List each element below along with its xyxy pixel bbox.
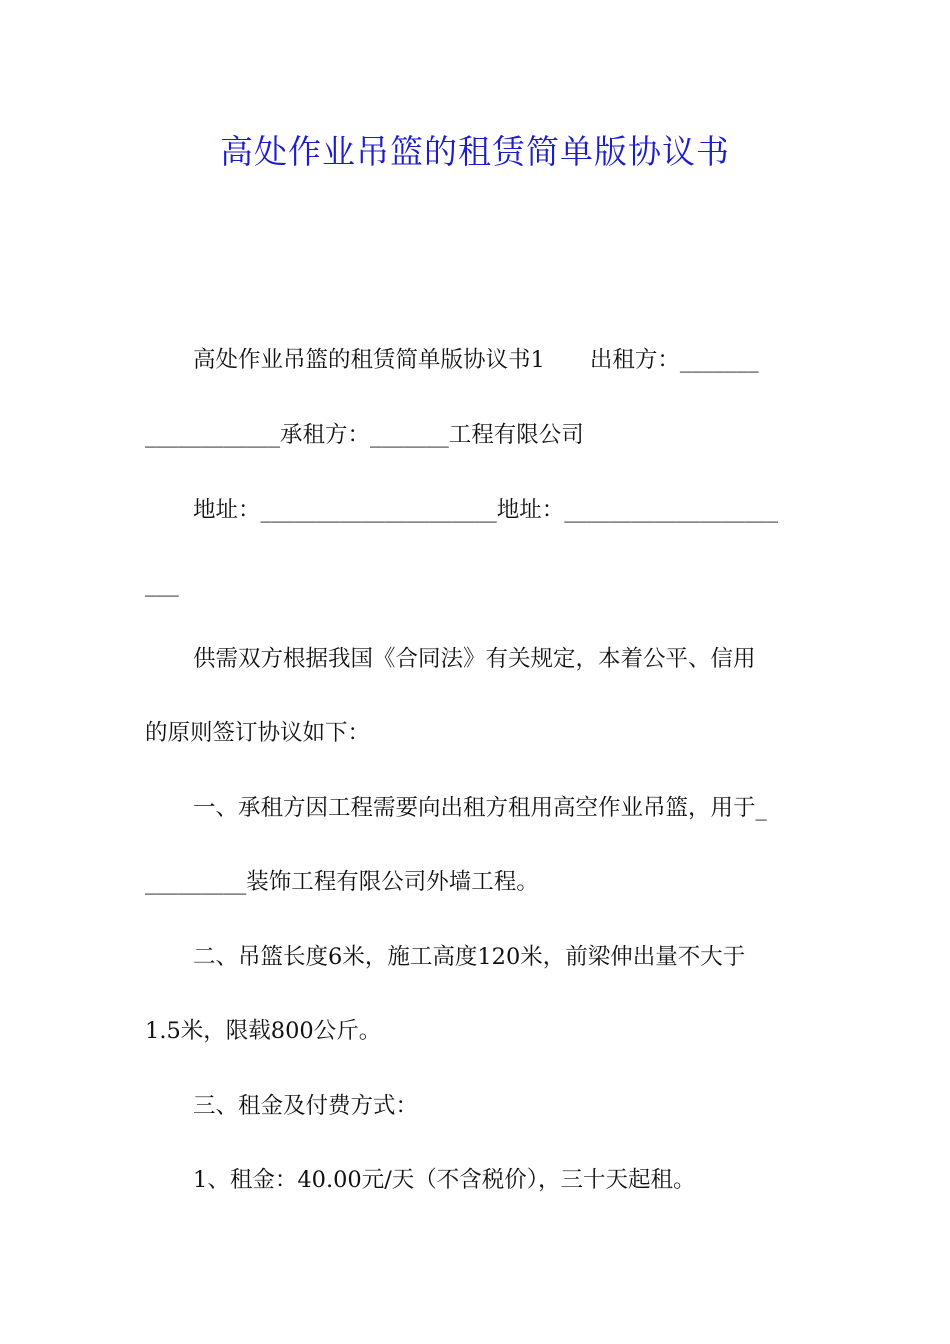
paragraph-line: _________装饰工程有限公司外墙工程。 [145, 869, 539, 895]
paragraph-line: 三、租金及付费方式： [193, 1093, 419, 1119]
paragraph-line: 1.5米，限载800公斤。 [145, 1018, 382, 1044]
document-title: 高处作业吊篮的租赁简单版协议书 [220, 132, 730, 171]
paragraph-line: 二、吊篮长度6米，施工高度120米，前梁伸出量不大于 [193, 944, 746, 970]
paragraph-line: 一、承租方因工程需要向出租方租用高空作业吊篮，用于_ [193, 795, 767, 821]
paragraph-line: 地址：_____________________地址：___________________ [193, 497, 779, 523]
paragraph-line: 高处作业吊篮的租赁简单版协议书1 出租方：_______ [193, 347, 759, 373]
paragraph-line: 供需双方根据我国《合同法》有关规定，本着公平、信用 [193, 646, 756, 672]
paragraph-line: 1、租金：40.00元/天（不含税价），三十天起租。 [193, 1167, 696, 1193]
paragraph-line: 的原则签订协议如下： [145, 720, 371, 746]
paragraph-line: ____________承租方：_______工程有限公司 [145, 422, 584, 448]
paragraph-line: ___ [145, 571, 179, 597]
